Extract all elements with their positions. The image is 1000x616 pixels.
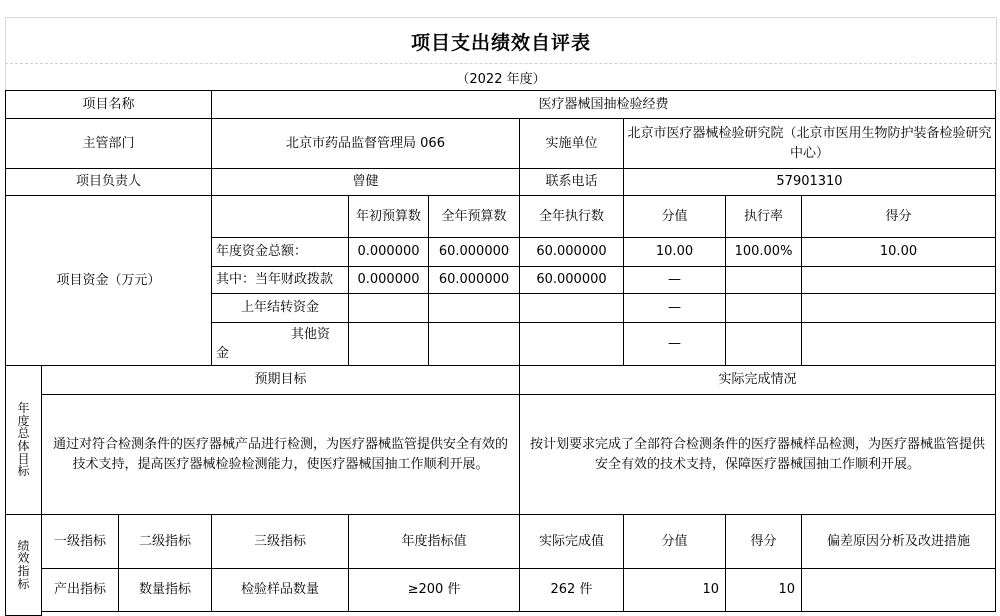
indicator-header-score-value: 分值 <box>623 514 726 569</box>
funds-row-label: 其中：当年财政拨款 <box>211 266 349 294</box>
indicators-side-label <box>5 514 42 616</box>
vertical-label-char: 目 <box>17 451 30 466</box>
indicator-row-actual: 262 件 <box>519 568 624 612</box>
impl-label: 实施单位 <box>519 118 624 169</box>
funds-row-exec-rate: 100.00% <box>725 237 802 267</box>
funds-header-annual-budget: 全年预算数 <box>428 195 520 238</box>
expected-goal-header: 预期目标 <box>41 365 520 395</box>
funds-row-score <box>801 293 996 323</box>
indicator-header-analysis: 偏差原因分析及改进措施 <box>801 514 996 569</box>
form-year: （2022 年度） <box>5 63 997 91</box>
funds-row-initial: 0.000000 <box>348 237 429 267</box>
indicator-row-analysis <box>801 568 996 612</box>
funds-row-label <box>211 322 349 366</box>
project-name-label: 项目名称 <box>5 90 212 119</box>
funds-row-exec-rate <box>725 266 802 294</box>
funds-row-label-line2: 金 <box>216 346 230 361</box>
phone-label: 联系电话 <box>519 168 624 196</box>
dept-value: 北京市药品监督管理局 066 <box>211 118 520 169</box>
indicator-row-level3: 检验样品数量 <box>211 568 349 612</box>
vertical-label-char: 指 <box>17 564 30 578</box>
funds-row-annual: 60.000000 <box>428 237 520 267</box>
funds-row-annual <box>428 322 520 366</box>
indicator-row-level1: 产出指标 <box>41 568 119 612</box>
dept-label: 主管部门 <box>5 118 212 169</box>
funds-row-exec-rate <box>725 322 802 366</box>
funds-row-score-value: — <box>623 266 726 294</box>
vertical-label-char: 效 <box>17 551 30 566</box>
funds-row-score-value: — <box>623 293 726 323</box>
vertical-label-char: 绩 <box>17 538 30 553</box>
funds-row-executed <box>519 293 624 323</box>
phone-value: 57901310 <box>623 168 996 196</box>
form-title: 项目支出绩效自评表 <box>5 17 997 64</box>
funds-row-score <box>801 266 996 294</box>
funds-row-exec-rate <box>725 293 802 323</box>
funds-row-annual: 60.000000 <box>428 266 520 294</box>
vertical-label-char: 度 <box>17 413 30 428</box>
indicator-header-actual: 实际完成值 <box>519 514 624 569</box>
funds-row-label-line1: 其他资 <box>290 326 330 342</box>
self-evaluation-form <box>5 0 995 615</box>
actual-completion-header: 实际完成情况 <box>519 365 996 395</box>
project-name-value: 医疗器械国抽检验经费 <box>211 90 996 119</box>
funds-row-score-value: 10.00 <box>623 237 726 267</box>
funds-row-executed <box>519 322 624 366</box>
indicator-header-level2: 二级指标 <box>118 514 212 569</box>
funds-row-initial <box>348 322 429 366</box>
actual-completion-text: 按计划要求完成了全部符合检测条件的医疗器械样品检测，为医疗器械监管提供安全有效的技术支持，保障医疗器械国抽工作顺利开展。 <box>519 394 996 515</box>
vertical-label-char: 体 <box>17 439 30 453</box>
funds-row-annual <box>428 293 520 323</box>
indicator-row-score-value: 10 <box>623 568 726 612</box>
funds-header-executed: 全年执行数 <box>519 195 624 238</box>
goals-side-label <box>5 365 42 515</box>
funds-header-exec-rate: 执行率 <box>725 195 802 238</box>
vertical-label-char: 总 <box>17 426 30 441</box>
expected-goal-text: 通过对符合检测条件的医疗器械产品进行检测，为医疗器械监管提供安全有效的技术支持，提高医疗器械检验检测能力，使医疗器械国抽工作顺利开展。 <box>41 394 520 515</box>
indicator-header-level3: 三级指标 <box>211 514 349 569</box>
funds-row-label: 年度资金总额： <box>211 237 349 267</box>
funds-row-initial <box>348 293 429 323</box>
funds-row-score-value: — <box>623 322 726 366</box>
funds-row-executed: 60.000000 <box>519 237 624 267</box>
funds-row-score: 10.00 <box>801 237 996 267</box>
leader-label: 项目负责人 <box>5 168 212 196</box>
funds-label: 项目资金（万元） <box>5 195 212 366</box>
funds-header-blank <box>211 195 349 238</box>
indicator-header-score: 得分 <box>725 514 802 569</box>
funds-row-label: 上年结转资金 <box>211 293 349 323</box>
funds-header-initial: 年初预算数 <box>348 195 429 238</box>
indicator-row-target: ≥200 件 <box>348 568 520 612</box>
indicator-row-score: 10 <box>725 568 802 612</box>
funds-header-score-value: 分值 <box>623 195 726 238</box>
indicator-row-level2: 数量指标 <box>118 568 212 612</box>
indicator-header-target: 年度指标值 <box>348 514 520 569</box>
vertical-label-char: 标 <box>17 464 30 479</box>
vertical-label-char: 年 <box>17 401 30 416</box>
funds-row-initial: 0.000000 <box>348 266 429 294</box>
indicator-header-level1: 一级指标 <box>41 514 119 569</box>
leader-value: 曾健 <box>211 168 520 196</box>
impl-value: 北京市医疗器械检验研究院（北京市医用生物防护装备检验研究中心） <box>623 118 996 169</box>
funds-row-executed: 60.000000 <box>519 266 624 294</box>
funds-row-score <box>801 322 996 366</box>
vertical-label-char: 标 <box>17 576 30 591</box>
funds-header-score: 得分 <box>801 195 996 238</box>
